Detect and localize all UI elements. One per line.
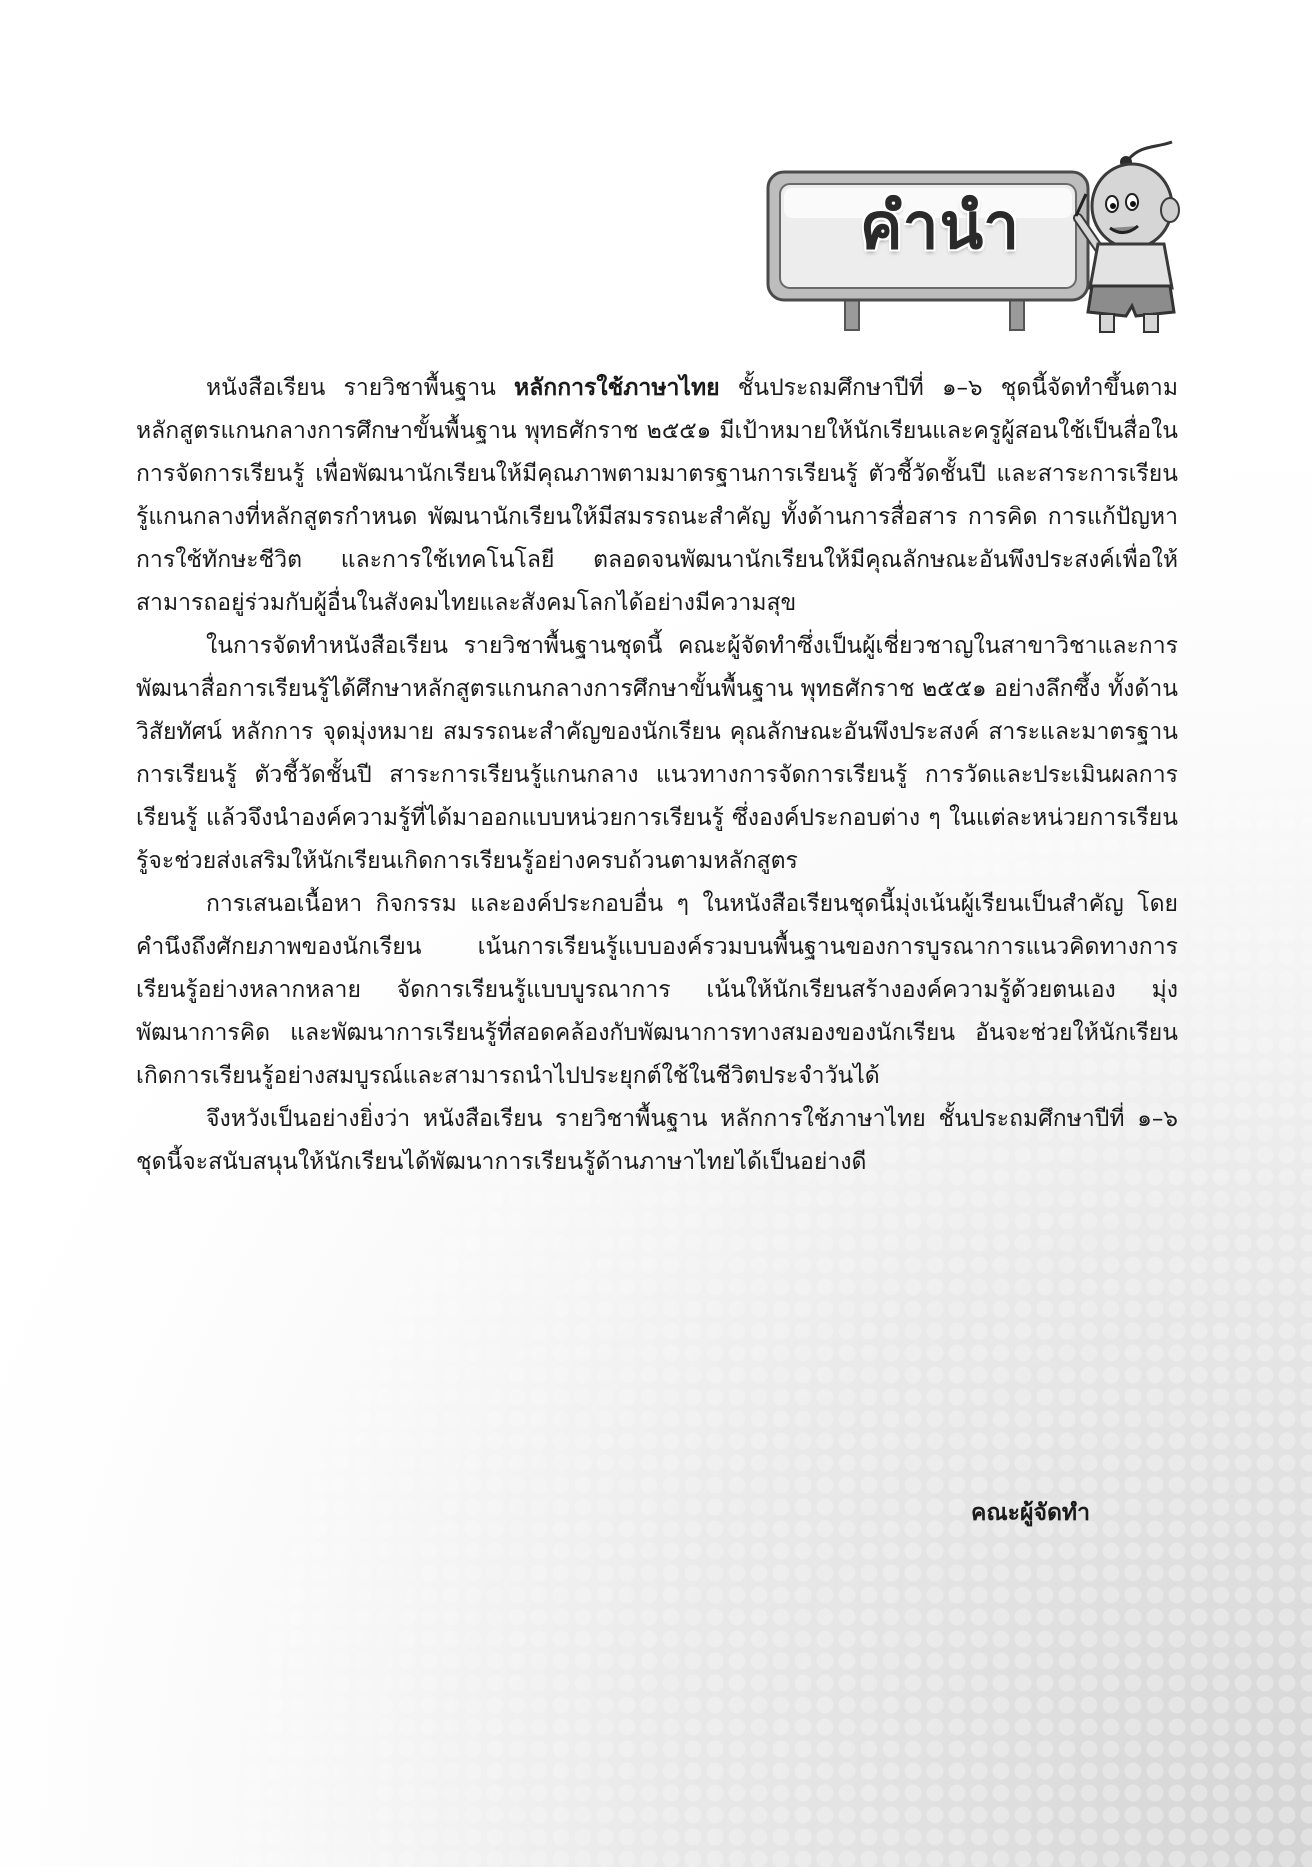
paragraph-4: จึงหวังเป็นอย่างยิ่งว่า หนังสือเรียน รายวิชาพื้นฐาน หลักการใช้ภาษาไทย ชั้นประถมศึกษาปีที่ ๑–๖ ชุดนี้จะสนับสนุนให้นักเรียนได้พัฒนาการเรียนรู้ด้านภาษาไทยได้เป็นอย่างดี xyxy=(136,1106,1178,1175)
heading-block xyxy=(760,140,1190,340)
paragraph-3: การเสนอเนื้อหา กิจกรรม และองค์ประกอบอื่น ๆ ในหนังสือเรียนชุดนี้มุ่งเน้นผู้เรียนเป็นสำคัญ โดยคำนึงถึงศักยภาพของนักเรียน เน้นการเรียนรู้แบบองค์รวมบนพื้นฐานของการบูรณาการแนวคิดทางการเรียนรู้อย่างหลากหลาย จัดการเรียนรู้แบบบูรณาการ เน้นให้นักเรียนสร้างองค์ความรู้ด้วยตนเอง มุ่งพัฒนาการคิด และพัฒนาการเรียนรู้ที่สอดคล้องกับพัฒนาการทางสมองของนักเรียน อันจะช่วยให้นักเรียนเกิดการเรียนรู้อย่างสมบูรณ์และสามารถนำไปประยุกต์ใช้ในชีวิตประจำวันได้ xyxy=(136,891,1178,1089)
paragraph-1-lead: หนังสือเรียน รายวิชาพื้นฐาน xyxy=(206,375,515,401)
book-title-bold: หลักการใช้ภาษาไทย xyxy=(514,375,720,401)
paragraph-1-rest: ชั้นประถมศึกษาปีที่ ๑–๖ ชุดนี้จัดทำขึ้นตามหลักสูตรแกนกลางการศึกษาขั้นพื้นฐาน พุทธศักราช ๒๕๕๑ มีเป้าหมายให้นักเรียนและครูผู้สอนใช้เป็นสื่อในการจัดการเรียนรู้ เพื่อพัฒนานักเรียนให้มีคุณภาพตามมาตรฐานการเรียนรู้ ตัวชี้วัดชั้นปี และสาระการเรียนรู้แกนกลางที่หลักสูตรกำหนด พัฒนานักเรียนให้มีสมรรถนะสำคัญ ทั้งด้านการสื่อสาร การคิด การแก้ปัญหา การใช้ทักษะชีวิต และการใช้เทคโนโลยี ตลอดจนพัฒนานักเรียนให้มีคุณลักษณะอันพึงประสงค์เพื่อให้สามารถอยู่ร่วมกับผู้อื่นในสังคมไทยและสังคมโลกได้อย่างมีความสุข xyxy=(136,375,1178,616)
page-title: คำนำ xyxy=(859,190,1021,264)
cartoon-boy-mascot-icon xyxy=(1076,142,1179,332)
paragraph-2: ในการจัดทำหนังสือเรียน รายวิชาพื้นฐานชุดนี้ คณะผู้จัดทำซึ่งเป็นผู้เชี่ยวชาญในสาขาวิชาและการพัฒนาสื่อการเรียนรู้ได้ศึกษาหลักสูตรแกนกลางการศึกษาขั้นพื้นฐาน พุทธศักราช ๒๕๕๑ อย่างลึกซึ้ง ทั้งด้านวิสัยทัศน์ หลักการ จุดมุ่งหมาย สมรรถนะสำคัญของนักเรียน คุณลักษณะอันพึงประสงค์ สาระและมาตรฐานการเรียนรู้ ตัวชี้วัดชั้นปี สาระการเรียนรู้แกนกลาง แนวทางการจัดการเรียนรู้ การวัดและประเมินผลการเรียนรู้ แล้วจึงนำองค์ความรู้ที่ได้มาออกแบบหน่วยการเรียนรู้ ซึ่งองค์ประกอบต่าง ๆ ในแต่ละหน่วยการเรียนรู้จะช่วยส่งเสริมให้นักเรียนเกิดการเรียนรู้อย่างครบถ้วนตามหลักสูตร xyxy=(136,633,1178,874)
paragraph-1 xyxy=(136,367,1178,625)
foreword-body xyxy=(136,367,1178,1184)
signature: คณะผู้จัดทำ xyxy=(970,1500,1090,1526)
